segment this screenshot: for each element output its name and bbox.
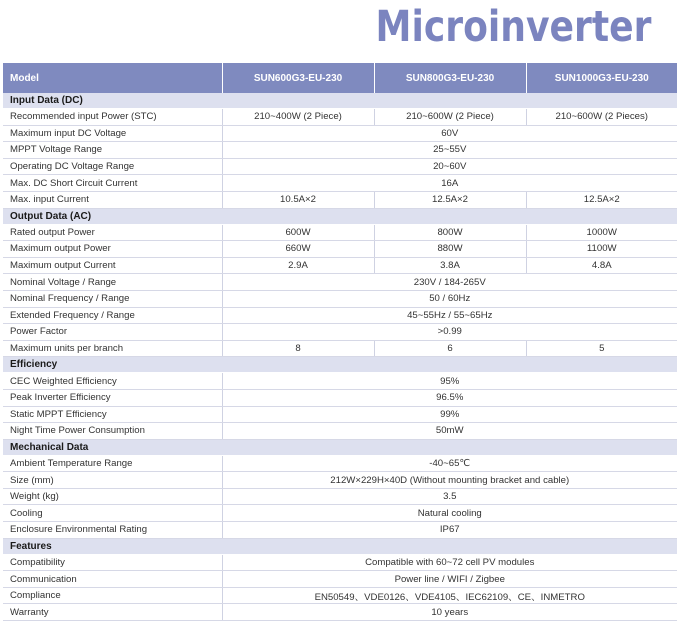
spec-label: CEC Weighted Efficiency [3, 373, 222, 390]
spec-value: 210~600W (2 Pieces) [526, 109, 677, 126]
spec-label: Extended Frequency / Range [3, 307, 222, 324]
model-column-header: SUN800G3-EU-230 [374, 63, 526, 93]
spec-value: Power line / WIFI / Zigbee [222, 571, 677, 588]
section-title: Mechanical Data [3, 439, 677, 455]
spec-label: Size (mm) [3, 472, 222, 489]
table-row [3, 191, 677, 208]
spec-value: 212W×229H×40D (Without mounting bracket and cable) [222, 472, 677, 489]
spec-value: 4.8A [526, 257, 677, 274]
spec-label: Max. DC Short Circuit Current [3, 175, 222, 192]
spec-label: Max. input Current [3, 191, 222, 208]
spec-label: Nominal Voltage / Range [3, 274, 222, 291]
spec-value: 50mW [222, 423, 677, 440]
page-title: Microinverter [375, 2, 651, 52]
spec-value: 800W [374, 224, 526, 241]
spec-value: 6 [374, 340, 526, 357]
section-header-row [3, 357, 677, 373]
table-row [3, 290, 677, 307]
spec-value: 210~400W (2 Piece) [222, 109, 374, 126]
spec-label: Rated output Power [3, 224, 222, 241]
table-row [3, 455, 677, 472]
spec-value: 60V [222, 125, 677, 142]
spec-value: 16A [222, 175, 677, 192]
section-header-row [3, 538, 677, 554]
table-row [3, 241, 677, 258]
table-row [3, 158, 677, 175]
table-row [3, 125, 677, 142]
spec-value: Natural cooling [222, 505, 677, 522]
table-row [3, 373, 677, 390]
table-row [3, 522, 677, 539]
spec-value: 99% [222, 406, 677, 423]
table-row [3, 406, 677, 423]
table-row [3, 224, 677, 241]
spec-value: 8 [222, 340, 374, 357]
section-title: Input Data (DC) [3, 93, 677, 109]
spec-value: 10.5A×2 [222, 191, 374, 208]
section-title: Efficiency [3, 357, 677, 373]
spec-value: 1000W [526, 224, 677, 241]
spec-value: 3.8A [374, 257, 526, 274]
spec-value: 600W [222, 224, 374, 241]
spec-label: Weight (kg) [3, 488, 222, 505]
table-row [3, 109, 677, 126]
spec-value: 5 [526, 340, 677, 357]
spec-value: 2.9A [222, 257, 374, 274]
table-row [3, 472, 677, 489]
spec-label: Peak Inverter Efficiency [3, 389, 222, 406]
spec-value: >0.99 [222, 324, 677, 341]
spec-label: Power Factor [3, 324, 222, 341]
spec-label: Communication [3, 571, 222, 588]
spec-value: 230V / 184-265V [222, 274, 677, 291]
section-title: Output Data (AC) [3, 208, 677, 224]
table-row [3, 505, 677, 522]
table-row [3, 389, 677, 406]
spec-value: IP67 [222, 522, 677, 539]
table-row [3, 307, 677, 324]
section-title: Features [3, 538, 677, 554]
spec-value: -40~65℃ [222, 455, 677, 472]
section-header-row [3, 439, 677, 455]
table-row [3, 340, 677, 357]
spec-value: 660W [222, 241, 374, 258]
spec-value: 3.5 [222, 488, 677, 505]
spec-value: 12.5A×2 [526, 191, 677, 208]
spec-value: 25~55V [222, 142, 677, 159]
spec-label: Static MPPT Efficiency [3, 406, 222, 423]
table-row [3, 604, 677, 621]
table-row [3, 554, 677, 571]
spec-label: Maximum units per branch [3, 340, 222, 357]
spec-label: Ambient Temperature Range [3, 455, 222, 472]
spec-label: Maximum output Power [3, 241, 222, 258]
spec-value: EN50549、VDE0126、VDE4105、IEC62109、CE、INMETRO [222, 587, 677, 604]
spec-label: Operating DC Voltage Range [3, 158, 222, 175]
spec-label: Maximum input DC Voltage [3, 125, 222, 142]
table-row [3, 587, 677, 604]
spec-label: Nominal Frequency / Range [3, 290, 222, 307]
section-header-row [3, 93, 677, 109]
model-column-header: SUN1000G3-EU-230 [526, 63, 677, 93]
table-row [3, 571, 677, 588]
spec-value: 1100W [526, 241, 677, 258]
spec-value: 10 years [222, 604, 677, 621]
table-row [3, 324, 677, 341]
spec-value: 96.5% [222, 389, 677, 406]
spec-label: Compliance [3, 587, 222, 604]
spec-label: Recommended input Power (STC) [3, 109, 222, 126]
spec-label: Cooling [3, 505, 222, 522]
spec-value: Compatible with 60~72 cell PV modules [222, 554, 677, 571]
spec-label: Maximum output Current [3, 257, 222, 274]
table-row [3, 142, 677, 159]
table-header-row [3, 63, 677, 93]
spec-value: 880W [374, 241, 526, 258]
spec-value: 45~55Hz / 55~65Hz [222, 307, 677, 324]
section-header-row [3, 208, 677, 224]
spec-value: 95% [222, 373, 677, 390]
table-row [3, 423, 677, 440]
spec-value: 50 / 60Hz [222, 290, 677, 307]
spec-label: MPPT Voltage Range [3, 142, 222, 159]
spec-label: Compatibility [3, 554, 222, 571]
table-row [3, 257, 677, 274]
table-row [3, 488, 677, 505]
spec-value: 12.5A×2 [374, 191, 526, 208]
spec-value: 20~60V [222, 158, 677, 175]
model-header: Model [3, 63, 222, 93]
spec-label: Night Time Power Consumption [3, 423, 222, 440]
spec-value: 210~600W (2 Piece) [374, 109, 526, 126]
spec-label: Warranty [3, 604, 222, 621]
model-column-header: SUN600G3-EU-230 [222, 63, 374, 93]
spec-table [3, 63, 677, 621]
table-row [3, 274, 677, 291]
table-row [3, 175, 677, 192]
spec-label: Enclosure Environmental Rating [3, 522, 222, 539]
